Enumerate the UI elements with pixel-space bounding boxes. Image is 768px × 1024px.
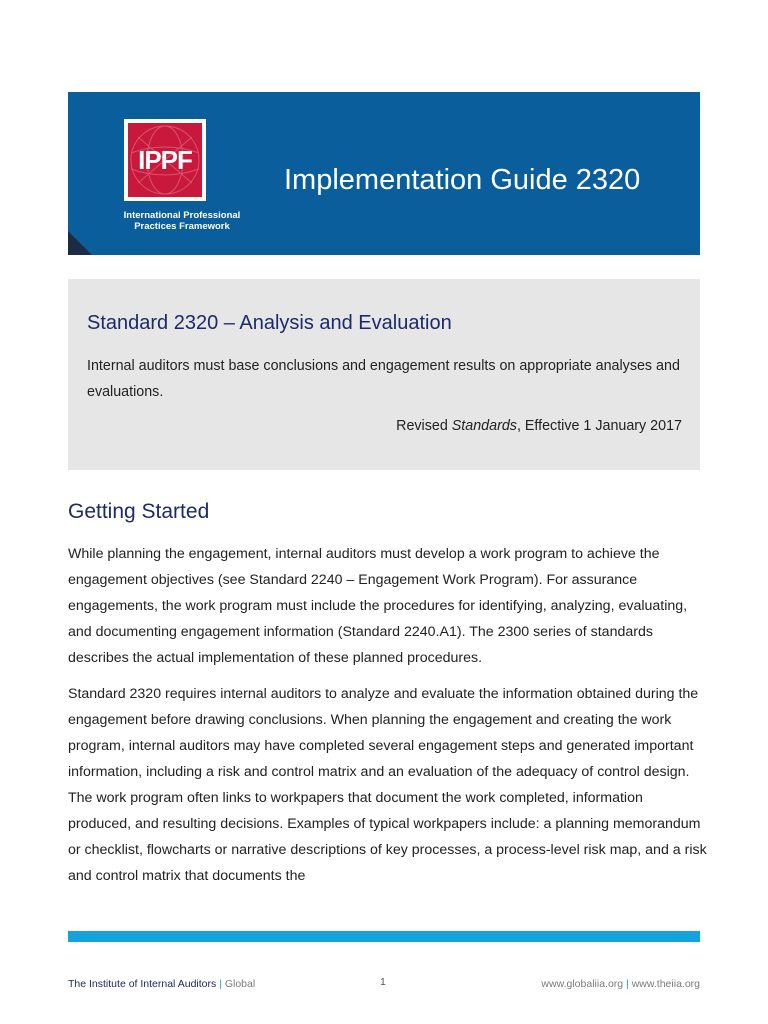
logo-caption-line-1: International Professional xyxy=(123,210,241,221)
standard-text: Internal auditors must base conclusions and engagement results on appropriate analyses and evaluations. xyxy=(87,358,680,400)
paragraph: While planning the engagement, internal auditors must develop a work program to achieve the engagement objectives (see Standard 2240 – Engagement Work Program). For assurance engagements, the work program must include the procedures for identifying, analyzing, evaluating, and documenting engagement information (Standard 2240.A1). The 2300 series of standards describes the actual implementation of these planned procedures. xyxy=(68,546,688,666)
section-heading: Getting Started xyxy=(68,500,210,523)
revised-prefix: Revised xyxy=(396,418,452,434)
ippf-logo xyxy=(124,119,206,201)
logo-text: IPPF xyxy=(138,145,192,175)
footer-region: Global xyxy=(224,978,256,990)
document-title: Implementation Guide 2320 xyxy=(284,164,641,196)
logo-caption-line-2: Practices Framework xyxy=(134,221,230,232)
footer-organization xyxy=(68,978,255,990)
page-number: 1 xyxy=(380,976,386,988)
revised-suffix: , Effective 1 January 2017 xyxy=(516,418,682,434)
banner-corner-fold xyxy=(68,231,92,255)
logo-caption xyxy=(112,210,252,232)
footer-link-globaliia[interactable]: www.globaliia.org xyxy=(541,978,624,990)
paragraph: Standard 2320 requires internal auditors to analyze and evaluate the information obtained during the engagement before drawing conclusions. When planning the engagement and creating the work program, internal auditors may have completed several engagement steps and generated important information, including a risk and control matrix and an evaluation of the adequacy of control design. The work program often links to workpapers that document the work completed, information produced, and resulting decisions. Examples of typical workpapers include: a planning memorandum or checklist, flowcharts or narrative descriptions of key processes, a process-level risk map, and a risk and control matrix that documents the xyxy=(68,686,707,884)
header-banner xyxy=(68,92,700,255)
footer-rule xyxy=(68,931,700,942)
revised-note xyxy=(396,418,682,434)
standard-heading: Standard 2320 – Analysis and Evaluation xyxy=(87,312,452,334)
revised-standards-word: Standards xyxy=(451,418,517,434)
ippf-logo-mark xyxy=(128,123,202,197)
standard-callout xyxy=(68,279,700,470)
footer-separator: | xyxy=(219,978,222,990)
footer-websites xyxy=(541,978,700,990)
footer-separator: | xyxy=(626,978,629,990)
footer-org-name: The Institute of Internal Auditors xyxy=(68,978,217,990)
footer-link-theiia[interactable]: www.theiia.org xyxy=(631,978,700,990)
